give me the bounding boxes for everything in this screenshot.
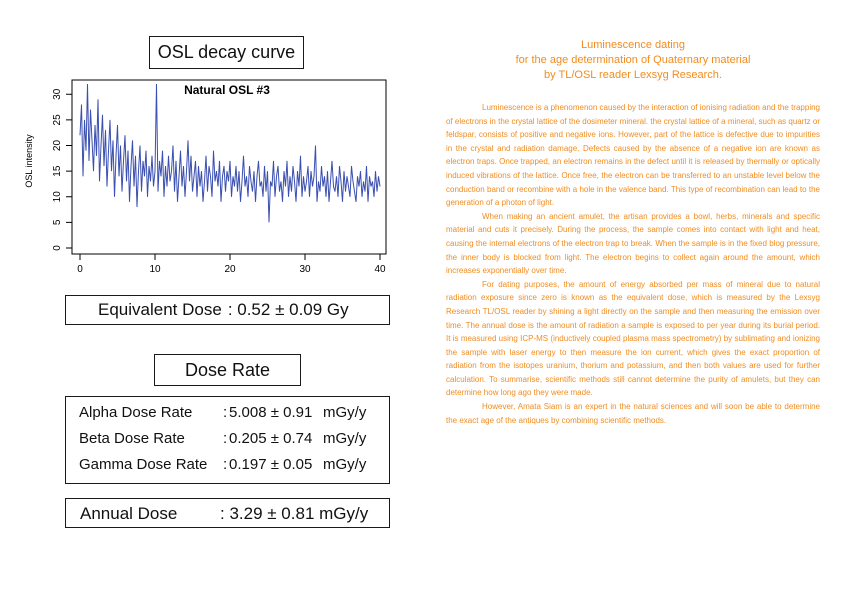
dose-rate-colon: : [223,456,228,473]
article-title-line: Luminescence dating [581,39,685,51]
dose-rates-box [65,396,390,484]
dose-rate-colon: : [223,404,228,421]
dose-rate-title [154,354,301,386]
article-title [440,38,826,83]
dose-rate-unit: mGy/y [323,404,367,421]
annual-dose-label: Annual Dose [80,504,178,523]
article-paragraph: However, Amata Siam is an expert in the natural sciences and will soon be able to determine the exact age of the antiques by combining scientific methods. [446,402,820,425]
y-tick-label: 5 [52,219,63,226]
y-tick-label: 30 [52,88,63,100]
dose-rate-value: 5.008 ± 0.91 [229,404,313,421]
osl-chart-svg [18,74,396,292]
chart-title: Natural OSL #3 [184,83,270,97]
osl-decay-title-text: OSL decay curve [157,42,296,62]
dose-rate-value: 0.205 ± 0.74 [229,430,313,447]
article-paragraph: For dating purposes, the amount of energy absorbed per mass of mineral due to natural radiation exposure since zero is known as the equivalent dose, which is measured by the Lexsyg Research TL/OSL reader by shining a light directly on the sample and then measuring the emission over time. The annual dose is the amount of radiation a sample is exposed to per year during its burial period. It is measured using ICP-MS (inductively coupled plasma mass spectrometry) by sublimating and ionizing the sample with laser energy to then measure the ion current, which gives the exact proportion of radiation from the isotopes uranium, thorium and potassium, and then both values are used for further calculation. To summarise, scientific methods still cannot determine the purity of amulets, but they can determine how long ago they were made. [446,279,820,398]
osl-decay-chart [18,74,396,292]
dose-rate-colon: : [223,430,228,447]
article-title-line: for the age determination of Quaternary material [515,54,751,66]
dose-rate-unit: mGy/y [323,430,367,447]
dose-rate-label: Gamma Dose Rate [79,456,208,473]
osl-series-line [80,84,380,222]
annual-dose-value: : 3.29 ± 0.81 mGy/y [220,504,369,523]
osl-decay-title [149,36,304,69]
dose-rate-label: Beta Dose Rate [79,430,185,447]
x-tick-label: 10 [149,264,161,275]
equivalent-dose-label: Equivalent Dose [98,300,222,319]
dose-rate-title-text: Dose Rate [184,359,271,380]
x-tick-label: 20 [224,264,236,275]
article-paragraph: When making an ancient amulet, the artisan provides a bowl, herbs, minerals and specific material and cuts it precisely. During the process, the sample comes into contact with light and heat, causing the internal electrons of the electron trap to break. When the sample is in the fixed blog pressure, the inner body is blocked from light. The electron begins to collect again around the amount, which increases exponentially over time. [446,211,820,276]
x-tick-label: 0 [77,264,83,275]
x-tick-label: 40 [374,264,386,275]
equivalent-dose-value: : 0.52 ± 0.09 Gy [227,300,349,319]
y-tick-label: 15 [52,165,63,177]
article-title-line: by TL/OSL reader Lexsyg Research. [544,69,722,81]
x-tick-label: 30 [299,264,311,275]
y-tick-label: 20 [52,139,63,152]
article-body [446,101,820,427]
y-tick-label: 25 [52,114,63,126]
annual-dose-box [65,498,390,528]
equivalent-dose-box [65,295,390,325]
y-axis-label: OSL intensity [24,134,34,188]
dose-rate-value: 0.197 ± 0.05 [229,456,313,473]
dose-rate-unit: mGy/y [323,456,367,473]
article-paragraph: Luminescence is a phenomenon caused by the interaction of ionising radiation and the trapping of electrons in the crystal lattice of the dosimeter mineral. the crystal lattice of a mineral, such as quartz or feldspar, consists of positive and negative ions. However, part of the lattice is defective due to impurities in the crystal and radiation damage. Defects caused by the absence of a negative ion are known as electron traps. Once trapped, an electron remains in the defect until it is released by thermally or optically induced vibrations of the lattice. Once free, the electron can be transferred to an unstable level below the conduction band or recombine with a hole in the valence band. This type of recombination can lead to the generation of a photon of light. [446,103,820,208]
y-tick-label: 0 [52,245,63,251]
y-tick-label: 10 [52,191,63,203]
dose-rate-label: Alpha Dose Rate [79,404,193,421]
